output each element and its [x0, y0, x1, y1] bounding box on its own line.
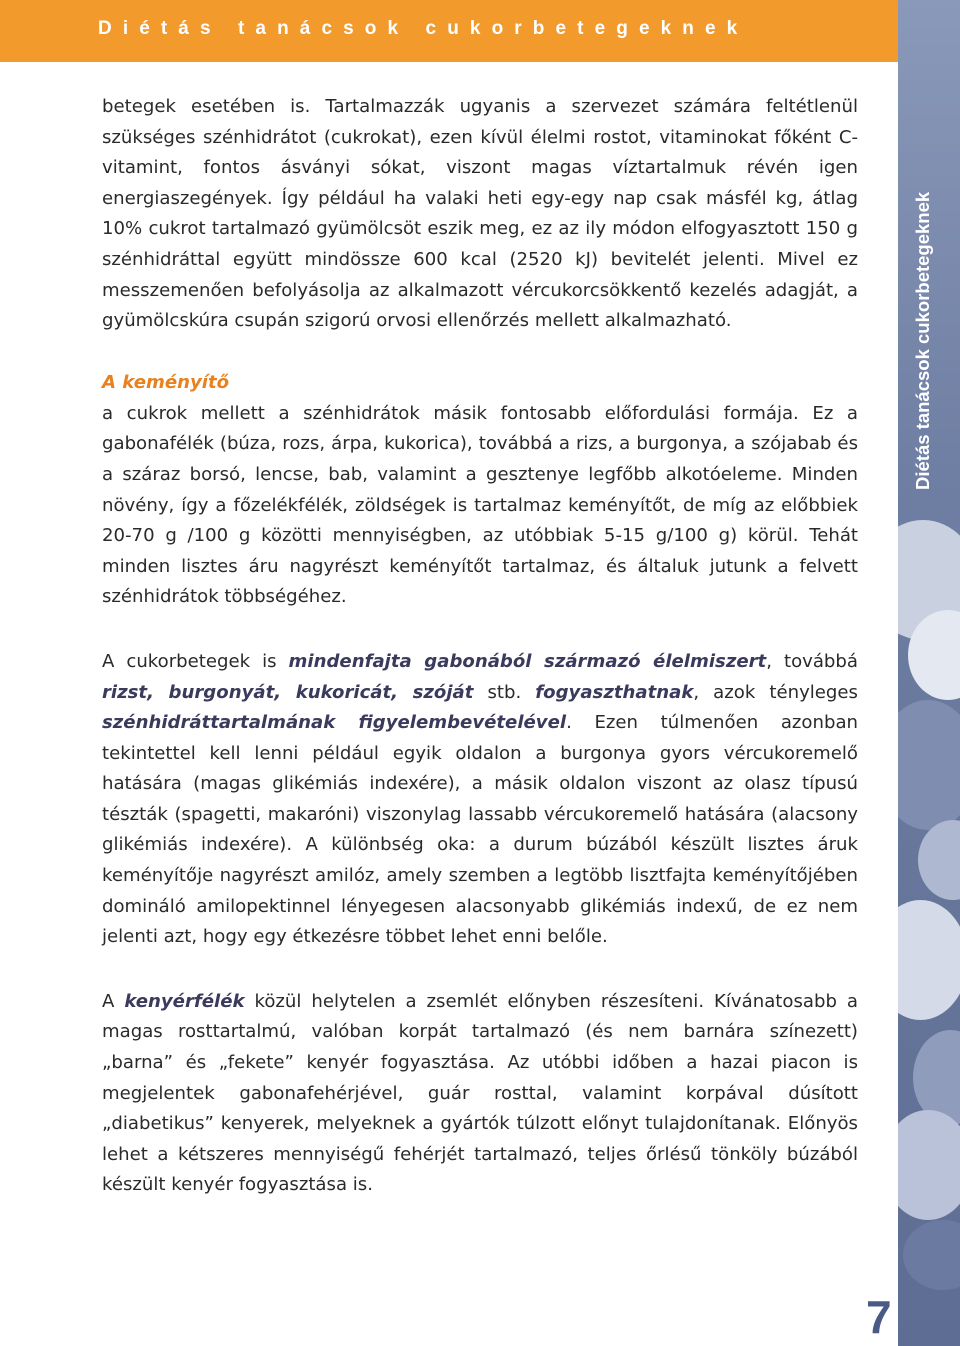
- sidebar-vertical-title: Diétás tanácsok cukorbetegeknek: [912, 191, 933, 490]
- page-number: 7: [866, 1291, 892, 1343]
- sidebar-fruit-photo: [898, 0, 960, 1346]
- paragraph-starch: a cukrok mellett a szénhidrátok másik fontosabb előfordulási formája. Ez a gabonafélék (búza, rozs, árpa, kukorica), továbbá a rizs, a burgonya, a szójabab és a száraz borsó, lencse, bab, valamint a gesztenye legfőbb alkotóeleme. Minden növény, így a főzelékfélék, zöldségek is tartalmaz keményítőt, de míg az előbbiek 20-70 g /100 g közötti mennyiségben, az utóbbiak 5-15 g/100 g) körül. Tehát minden lisztes áru nagyrészt keményítőt tartalmaz, és általuk jutunk a felvett szénhidrátok többségéhez.: [102, 402, 858, 608]
- main-text: [102, 92, 858, 1201]
- running-header-title: Diétás tanácsok cukorbetegeknek: [98, 18, 749, 39]
- header-band: [0, 0, 898, 62]
- highlight-may-consume: fogyaszthatnak: [535, 681, 694, 703]
- text-run: . Ezen túlmenően azonban tekintettel kell lenni például egyik oldalon a burgonya gyors vércukoremelő hatására (magas glikémiás indexére), a másik oldalon viszont az olasz típusú tészták (spagetti, makaróni) viszonylag lassabb vércukoremelő hatására (alacsony glikémiás indexére). A különbség oka: a durum búzából készült lisztes áruk keményítője nagyrészt amilóz, amely szemben a legtöbb lisztfajta keményítőjében domináló amilopektinnel lényegesen alacsonyabb glikémiás indexű, de ez nem jelenti azt, hogy egy étkezésre többet lehet enni belőle.: [102, 712, 858, 948]
- text-run: , továbbá: [766, 650, 858, 672]
- paragraph-cereals: [102, 647, 858, 953]
- highlight-carb-content: szénhidráttartalmának figyelembevételével: [102, 712, 567, 734]
- text-run: A cukorbetegek is: [102, 650, 289, 672]
- text-run: A: [102, 990, 125, 1012]
- text-run: közül helytelen a zsemlét előnyben részesíteni. Kívánatosabb a magas rosttartalmú, valóban korpát tartalmazó (és nem barnára színezett) „barna” és „fekete” kenyér fogyasztása. Az utóbbi időben a hazai piacon is megjelentek gabonafehérjével, guár rosttal, valamint korpával dúsított „diabetikus” kenyerek, melyeknek a gyártók túlzott előnyt tulajdonítanak. Előnyös lehet a kétszeres mennyiségű fehérjét tartalmazó, teljes őrlésű tönköly búzából készült kenyér fogyasztása is.: [102, 990, 858, 1196]
- text-run: , azok tényleges: [693, 681, 858, 703]
- highlight-cereal-foods: mindenfajta gabonából származó élelmiszert: [288, 650, 767, 672]
- highlight-breads: kenyérfélék: [124, 990, 245, 1012]
- highlight-rice-potato: rizst, burgonyát, kukoricát, szóját: [102, 681, 474, 703]
- text-run: stb.: [473, 681, 536, 703]
- section-heading-starch: A keményítő: [102, 371, 230, 393]
- paragraph-breads: [102, 987, 858, 1201]
- paragraph-fruits: betegek esetében is. Tartalmazzák ugyanis a szervezet számára feltétlenül szükséges szénhidrátot (cukrokat), ezen kívül élelmi rostot, vitaminokat főként C-vitamint, fontos ásványi sókat, viszont magas víztartalmuk révén igen energiaszegények. Így például ha valaki heti egy-egy nap csak másfél kg, átlag 10% cukrot tartalmazó gyümölcsöt eszik meg, ez az ily módon elfogyasztott 150 g szénhidráttal együtt mindössze 600 kcal (2520 kJ) bevitelét jelenti. Mivel ez messzemenően befolyásolja az alkalmazott vércukorcsökkentő kezelés adagját, a gyümölcskúra csupán szigorú orvosi ellenőrzés mellett alkalmazható.: [102, 96, 858, 332]
